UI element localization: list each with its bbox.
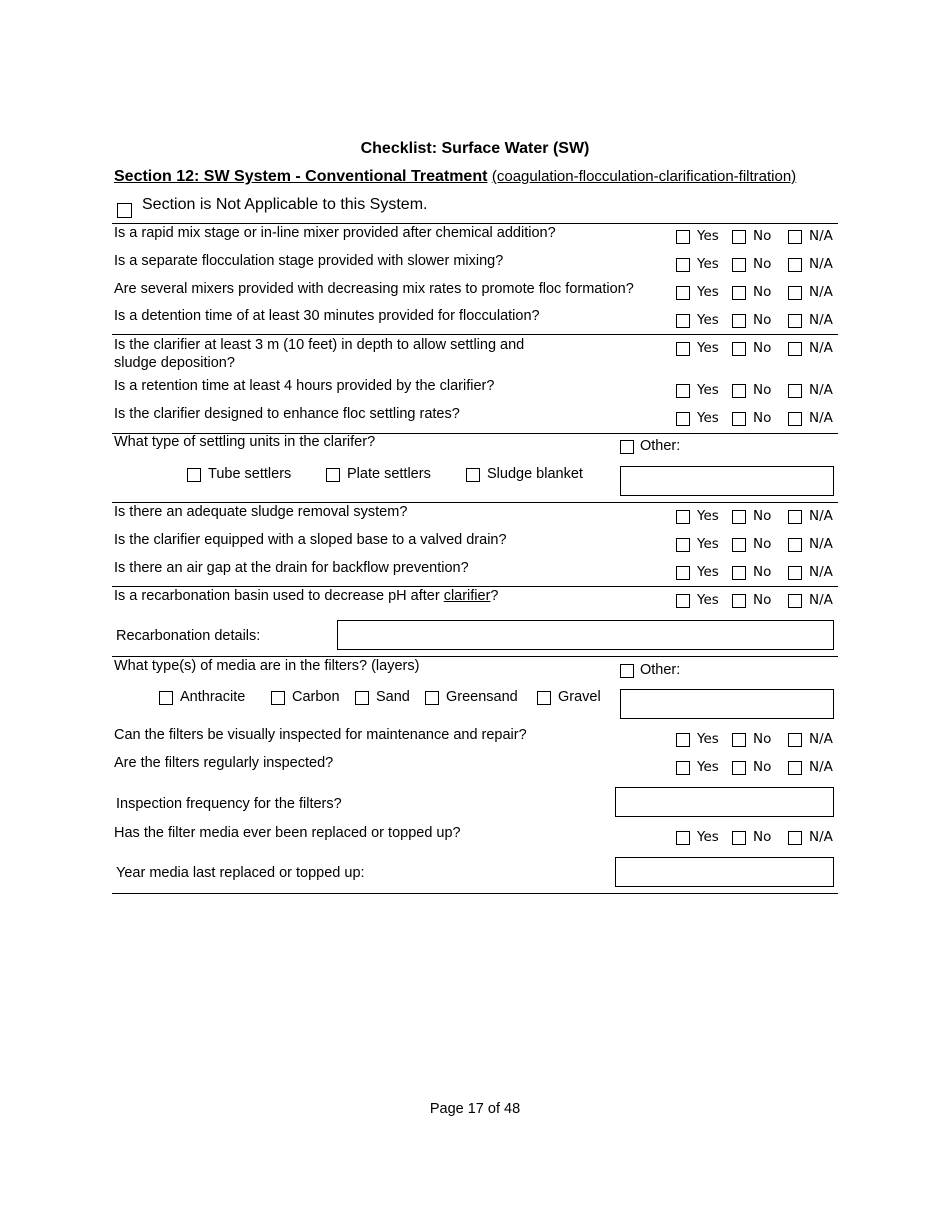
settling-other-field[interactable] xyxy=(620,466,834,496)
inspection-frequency-label: Inspection frequency for the filters? xyxy=(116,796,342,812)
divider xyxy=(112,893,838,894)
question-detention-time: Is a detention time of at least 30 minutes provided for flocculation? xyxy=(114,308,540,324)
question-several-mixers: Are several mixers provided with decreasing mix rates to promote floc formation? xyxy=(114,281,634,297)
page-number: Page 17 of 48 xyxy=(429,1101,521,1117)
no-checkbox[interactable] xyxy=(732,384,746,398)
no-label: No xyxy=(753,592,772,608)
yes-label: Yes xyxy=(697,340,719,356)
na-checkbox[interactable] xyxy=(788,538,802,552)
question-mark: ? xyxy=(490,588,499,604)
na-checkbox[interactable] xyxy=(788,510,802,524)
question-floc-settling: Is the clarifier designed to enhance floc settling rates? xyxy=(114,406,460,422)
no-label: No xyxy=(753,410,772,426)
na-label: N/A xyxy=(809,340,833,356)
na-checkbox[interactable] xyxy=(788,566,802,580)
settling-other-checkbox[interactable] xyxy=(620,440,634,454)
question-visual-inspection: Can the filters be visually inspected for maintenance and repair? xyxy=(114,727,527,743)
yes-label: Yes xyxy=(697,382,719,398)
question-recarbonation xyxy=(114,587,499,605)
no-label: No xyxy=(753,508,772,524)
tube-settlers-checkbox[interactable] xyxy=(187,468,201,482)
yes-checkbox[interactable] xyxy=(676,538,690,552)
plate-settlers-label: Plate settlers xyxy=(347,466,431,482)
no-checkbox[interactable] xyxy=(732,510,746,524)
no-checkbox[interactable] xyxy=(732,566,746,580)
na-label: N/A xyxy=(809,284,833,300)
na-label: N/A xyxy=(809,759,833,775)
yes-label: Yes xyxy=(697,256,719,272)
settling-other-label: Other: xyxy=(640,438,681,454)
carbon-label: Carbon xyxy=(292,689,340,705)
question-settling-units: What type of settling units in the clarifer? xyxy=(114,434,376,450)
inspection-frequency-field[interactable] xyxy=(615,787,834,817)
section-title: Section 12: SW System - Conventional Treatment xyxy=(114,168,488,185)
question-clarifier-depth: Is the clarifier at least 3 m (10 feet) in depth to allow settling and xyxy=(114,337,525,353)
yes-label: Yes xyxy=(697,592,719,608)
yes-checkbox[interactable] xyxy=(676,733,690,747)
sludge-blanket-label: Sludge blanket xyxy=(487,466,583,482)
na-checkbox[interactable] xyxy=(788,342,802,356)
yes-checkbox[interactable] xyxy=(676,594,690,608)
yes-checkbox[interactable] xyxy=(676,286,690,300)
no-label: No xyxy=(753,382,772,398)
na-label: N/A xyxy=(809,228,833,244)
na-checkbox[interactable] xyxy=(788,831,802,845)
yes-checkbox[interactable] xyxy=(676,314,690,328)
yes-checkbox[interactable] xyxy=(676,412,690,426)
yes-label: Yes xyxy=(697,508,719,524)
not-applicable-checkbox[interactable] xyxy=(117,203,132,218)
na-checkbox[interactable] xyxy=(788,733,802,747)
yes-label: Yes xyxy=(697,284,719,300)
no-label: No xyxy=(753,312,772,328)
question-recarbonation-text: Is a recarbonation basin used to decrease pH after xyxy=(114,588,440,604)
yes-checkbox[interactable] xyxy=(676,384,690,398)
no-checkbox[interactable] xyxy=(732,831,746,845)
yes-checkbox[interactable] xyxy=(676,761,690,775)
no-checkbox[interactable] xyxy=(732,230,746,244)
question-regularly-inspected: Are the filters regularly inspected? xyxy=(114,755,334,771)
anthracite-label: Anthracite xyxy=(180,689,246,705)
na-label: N/A xyxy=(809,256,833,272)
question-media-replaced: Has the filter media ever been replaced or topped up? xyxy=(114,825,461,841)
page-title: Checklist: Surface Water (SW) xyxy=(360,140,590,157)
recarbonation-details-label: Recarbonation details: xyxy=(116,628,261,644)
no-checkbox[interactable] xyxy=(732,538,746,552)
na-label: N/A xyxy=(809,312,833,328)
year-media-label: Year media last replaced or topped up: xyxy=(116,865,365,881)
section-subtitle: (coagulation-flocculation-clarification-filtration) xyxy=(491,168,797,185)
question-retention-time: Is a retention time at least 4 hours provided by the clarifier? xyxy=(114,378,495,394)
na-checkbox[interactable] xyxy=(788,594,802,608)
no-label: No xyxy=(753,731,772,747)
year-media-field[interactable] xyxy=(615,857,834,887)
no-checkbox[interactable] xyxy=(732,412,746,426)
yes-label: Yes xyxy=(697,564,719,580)
no-checkbox[interactable] xyxy=(732,286,746,300)
yes-checkbox[interactable] xyxy=(676,258,690,272)
na-checkbox[interactable] xyxy=(788,314,802,328)
na-checkbox[interactable] xyxy=(788,384,802,398)
na-label: N/A xyxy=(809,382,833,398)
na-label: N/A xyxy=(809,731,833,747)
gravel-label: Gravel xyxy=(558,689,601,705)
yes-label: Yes xyxy=(697,829,719,845)
na-label: N/A xyxy=(809,410,833,426)
na-checkbox[interactable] xyxy=(788,258,802,272)
na-label: N/A xyxy=(809,564,833,580)
question-filter-media: What type(s) of media are in the filters? (layers) xyxy=(114,658,420,674)
yes-label: Yes xyxy=(697,228,719,244)
no-label: No xyxy=(753,228,772,244)
no-label: No xyxy=(753,759,772,775)
tube-settlers-label: Tube settlers xyxy=(208,466,292,482)
question-air-gap: Is there an air gap at the drain for backflow prevention? xyxy=(114,560,469,576)
question-sloped-base: Is the clarifier equipped with a sloped base to a valved drain? xyxy=(114,532,507,548)
no-checkbox[interactable] xyxy=(732,314,746,328)
plate-settlers-checkbox[interactable] xyxy=(326,468,340,482)
gravel-checkbox[interactable] xyxy=(537,691,551,705)
yes-label: Yes xyxy=(697,410,719,426)
carbon-checkbox[interactable] xyxy=(271,691,285,705)
yes-checkbox[interactable] xyxy=(676,831,690,845)
no-label: No xyxy=(753,340,772,356)
no-checkbox[interactable] xyxy=(732,761,746,775)
sludge-blanket-checkbox[interactable] xyxy=(466,468,480,482)
no-checkbox[interactable] xyxy=(732,342,746,356)
media-other-checkbox[interactable] xyxy=(620,664,634,678)
no-label: No xyxy=(753,536,772,552)
na-label: N/A xyxy=(809,592,833,608)
na-checkbox[interactable] xyxy=(788,286,802,300)
question-sludge-removal: Is there an adequate sludge removal system? xyxy=(114,504,408,520)
no-label: No xyxy=(753,564,772,580)
no-checkbox[interactable] xyxy=(732,594,746,608)
media-other-field[interactable] xyxy=(620,689,834,719)
na-label: N/A xyxy=(809,536,833,552)
no-checkbox[interactable] xyxy=(732,733,746,747)
media-other-label: Other: xyxy=(640,662,681,678)
na-checkbox[interactable] xyxy=(788,230,802,244)
divider xyxy=(112,334,838,335)
anthracite-checkbox[interactable] xyxy=(159,691,173,705)
greensand-checkbox[interactable] xyxy=(425,691,439,705)
no-label: No xyxy=(753,284,772,300)
na-checkbox[interactable] xyxy=(788,412,802,426)
na-label: N/A xyxy=(809,508,833,524)
clarifier-link: clarifier xyxy=(443,588,491,604)
recarbonation-details-field[interactable] xyxy=(337,620,834,650)
no-label: No xyxy=(753,829,772,845)
question-flocculation-stage: Is a separate flocculation stage provided with slower mixing? xyxy=(114,253,504,269)
yes-label: Yes xyxy=(697,312,719,328)
yes-checkbox[interactable] xyxy=(676,510,690,524)
na-checkbox[interactable] xyxy=(788,761,802,775)
question-rapid-mix: Is a rapid mix stage or in-line mixer provided after chemical addition? xyxy=(114,225,556,241)
yes-checkbox[interactable] xyxy=(676,342,690,356)
no-checkbox[interactable] xyxy=(732,258,746,272)
yes-label: Yes xyxy=(697,731,719,747)
question-clarifier-depth-cont: sludge deposition? xyxy=(114,355,235,371)
yes-label: Yes xyxy=(697,759,719,775)
yes-label: Yes xyxy=(697,536,719,552)
sand-checkbox[interactable] xyxy=(355,691,369,705)
yes-checkbox[interactable] xyxy=(676,566,690,580)
no-label: No xyxy=(753,256,772,272)
sand-label: Sand xyxy=(376,689,410,705)
yes-checkbox[interactable] xyxy=(676,230,690,244)
na-label: N/A xyxy=(809,829,833,845)
greensand-label: Greensand xyxy=(446,689,518,705)
section-heading xyxy=(114,168,796,186)
not-applicable-label: Section is Not Applicable to this System. xyxy=(142,196,428,213)
